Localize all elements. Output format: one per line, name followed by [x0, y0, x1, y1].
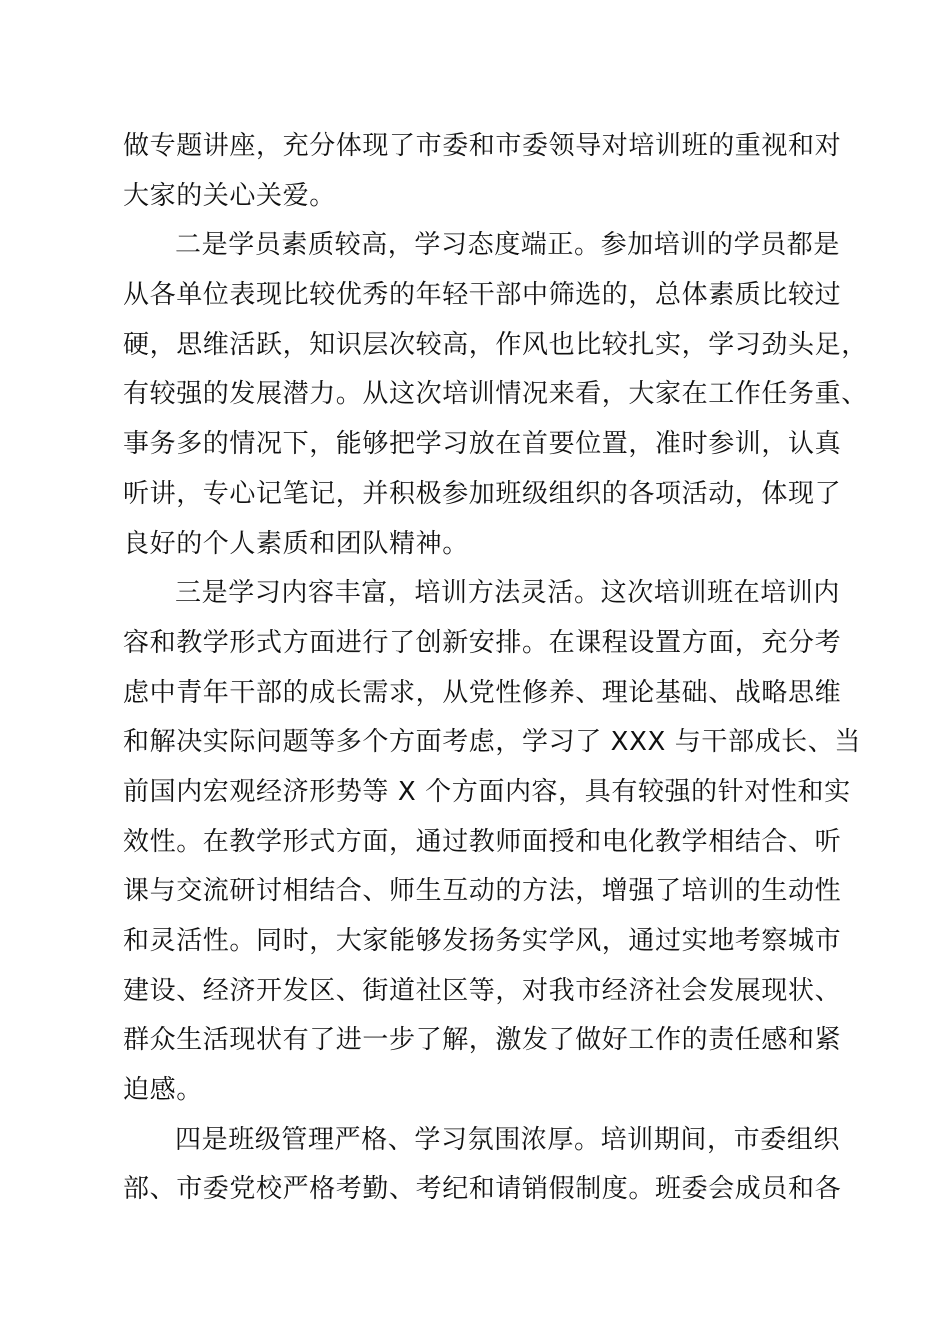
text-line: 课与交流研讨相结合、师生互动的方法，增强了培训的生动性	[123, 876, 842, 907]
text-line: 大家的关心关爱。	[123, 180, 336, 211]
paragraph-start-line: 三是学习内容丰富，培训方法灵活。这次培训班在培训内	[175, 578, 841, 609]
text-line: 和解决实际问题等多个方面考虑，学习了 XXX 与干部成长、当	[123, 727, 861, 758]
paragraph-start-line: 四是班级管理严格、学习氛围浓厚。培训期间，市委组织	[175, 1124, 841, 1155]
text-line: 听讲，专心记笔记，并积极参加班级组织的各项活动，体现了	[123, 478, 842, 509]
text-line: 群众生活现状有了进一步了解，激发了做好工作的责任感和紧	[123, 1025, 842, 1056]
text-line: 迫感。	[123, 1075, 203, 1106]
text-line: 做专题讲座，充分体现了市委和市委领导对培训班的重视和对	[123, 131, 842, 161]
text-line: 虑中青年干部的成长需求，从党性修养、理论基础、战略思维	[123, 677, 842, 708]
text-line: 容和教学形式方面进行了创新安排。在课程设置方面，充分考	[123, 627, 842, 658]
text-line: 前国内宏观经济形势等 X 个方面内容，具有较强的针对性和实	[123, 776, 851, 807]
paragraph-start-line: 二是学员素质较高，学习态度端正。参加培训的学员都是	[175, 230, 841, 261]
text-line: 有较强的发展潜力。从这次培训情况来看，大家在工作任务重、	[123, 379, 868, 410]
text-line: 硬，思维活跃，知识层次较高，作风也比较扎实，学习劲头足，	[123, 329, 868, 360]
text-line: 建设、经济开发区、街道社区等，对我市经济社会发展现状、	[123, 975, 842, 1006]
text-line: 事务多的情况下，能够把学习放在首要位置，准时参训，认真	[123, 429, 842, 460]
body-text	[123, 122, 868, 1215]
text-line: 从各单位表现比较优秀的年轻干部中筛选的，总体素质比较过	[123, 280, 842, 311]
text-line: 效性。在教学形式方面，通过教师面授和电化教学相结合、听	[123, 826, 842, 857]
text-line: 良好的个人素质和团队精神。	[123, 528, 469, 559]
text-line: 部、市委党校严格考勤、考纪和请销假制度。班委会成员和各	[123, 1174, 842, 1205]
text-line: 和灵活性。同时，大家能够发扬务实学风，通过实地考察城市	[123, 926, 842, 956]
